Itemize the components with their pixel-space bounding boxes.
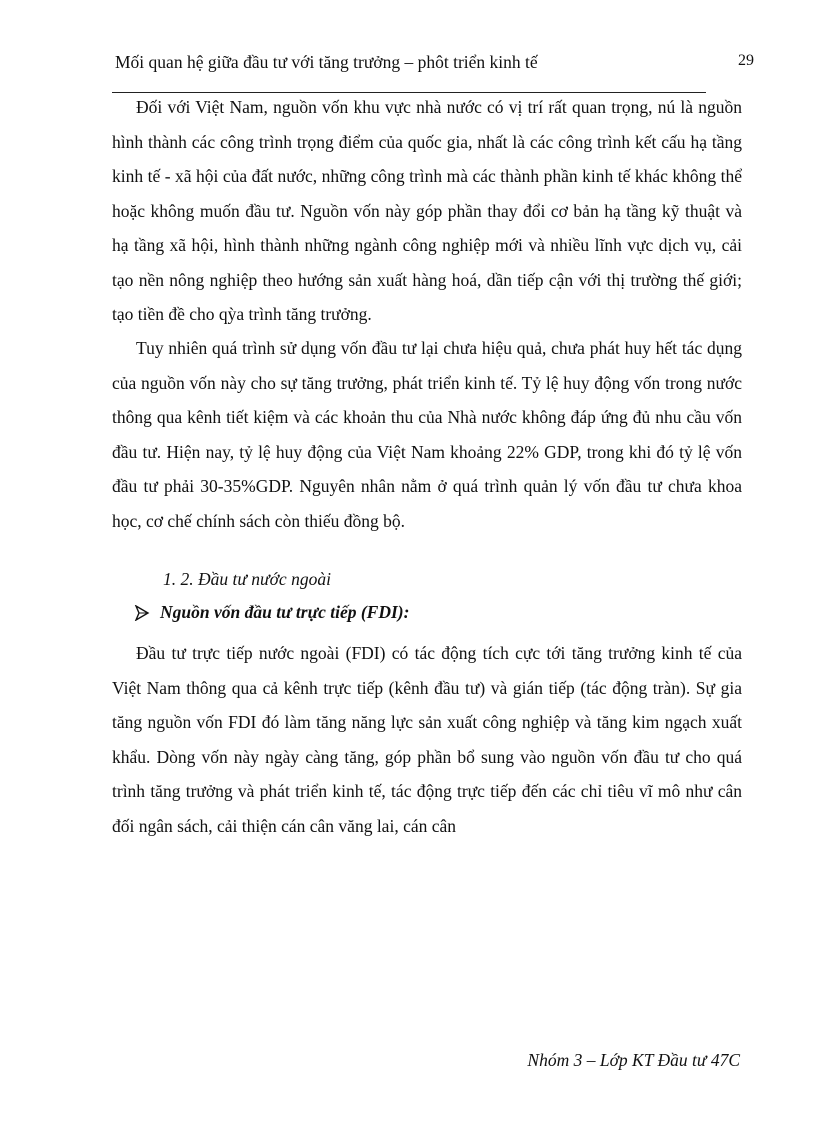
page-footer: Nhóm 3 – Lớp KT Đầu tư 47C: [527, 1050, 740, 1070]
paragraph-state-capital: [112, 90, 742, 332]
arrow-bullet-icon: [134, 605, 150, 621]
bullet-heading-text: Nguồn vốn đầu tư trực tiếp (FDI):: [160, 602, 410, 622]
page-number: 29: [738, 52, 754, 69]
paragraph-fdi: [112, 636, 742, 843]
paragraph-capital-efficiency: [112, 331, 742, 538]
header-title: Mối quan hệ giữa đầu tư với tăng trưởng – phôt triển kinh tế: [115, 52, 538, 72]
paragraph-1-text: Đối với Việt Nam, nguồn vốn khu vực nhà nước có vị trí rất quan trọng, nú là nguồn hình thành các công trình trọng điểm của quốc gia, nhất là các công trình kết cấu hạ tầng kinh tế - xã hội của đất nước, những công trình mà các thành phần kinh tế khác không thể hoặc không muốn đầu tư. Nguồn vốn này góp phần thay đổi cơ bản hạ tầng kỹ thuật và hạ tầng xã hội, hình thành những ngành công nghiệp mới và nhiều lĩnh vực dịch vụ, cải tạo nền nông nghiệp theo hướng sản xuất hàng hoá, dần tiếp cận với thị trường thế giới; tạo tiền đề cho qỳa trình tăng trưởng.: [112, 97, 742, 324]
paragraph-2-text: Tuy nhiên quá trình sử dụng vốn đầu tư lại chưa hiệu quả, chưa phát huy hết tác dụng của nguồn vốn này cho sự tăng trưởng, phát triển kinh tế. Tỷ lệ huy động vốn trong nước thông qua kênh tiết kiệm và các khoản thu của Nhà nước không đáp ứng đủ nhu cầu vốn đầu tư. Hiện nay, tỷ lệ huy động của Việt Nam khoảng 22% GDP, trong khi đó tỷ lệ vốn đầu tư phải 30-35%GDP. Nguyên nhân nằm ở quá trình quản lý vốn đầu tư chưa khoa học, cơ chế chính sách còn thiếu đồng bộ.: [112, 338, 742, 531]
bullet-heading: [134, 602, 409, 623]
paragraph-3-text: Đầu tư trực tiếp nước ngoài (FDI) có tác động tích cực tới tăng trưởng kinh tế của Việt Nam thông qua cả kênh trực tiếp (kênh đầu tư) và gián tiếp (tác động tràn). Sự gia tăng nguồn vốn FDI đó làm tăng năng lực sản xuất công nghiệp và tăng kim ngạch xuất khẩu. Dòng vốn này ngày càng tăng, góp phần bổ sung vào nguồn vốn đầu tư cho quá trình tăng trưởng và phát triển kinh tế, tác động trực tiếp đến các chỉ tiêu vĩ mô như cân đối ngân sách, cải thiện cán cân văng lai, cán cân: [112, 643, 742, 836]
section-heading: 1. 2. Đầu tư nước ngoài: [163, 569, 331, 589]
